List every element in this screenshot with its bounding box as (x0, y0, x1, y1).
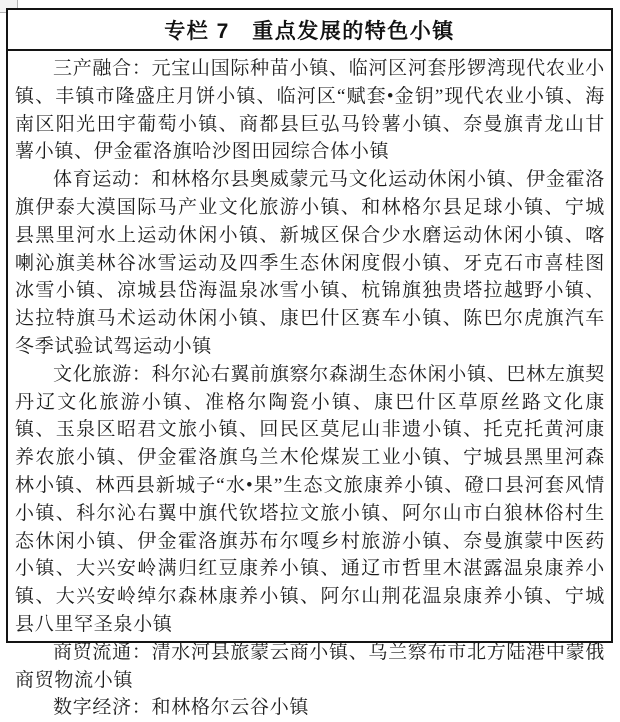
paragraph-sports: 体育运动：和林格尔县奥威蒙元马文化运动休闲小镇、伊金霍洛旗伊泰大漠国际马产业文化旅游小镇、和林格尔县足球小镇、宁城县黑里河水上运动休闲小镇、新城区保合少水磨运动休闲小镇、喀喇沁旗美林谷冰雪运动及四季生态休闲度假小镇、牙克石市喜桂图冰雪小镇、凉城县岱海温泉冰雪小镇、杭锦旗独贵塔拉越野小镇、达拉特旗马术运动休闲小镇、康巴什区赛车小镇、陈巴尔虎旗汽车冬季试验试驾运动小镇 (15, 169, 605, 357)
paragraph-commerce-logistics: 商贸流通：清水河县旅蒙云商小镇、乌兰察布市北方陆港中蒙俄商贸物流小镇 (15, 641, 605, 691)
paragraph-industry-integration: 三产融合：元宝山国际种苗小镇、临河区河套彤锣湾现代农业小镇、丰镇市隆盛庄月饼小镇、临河区“赋套•金钥”现代农业小镇、海南区阳光田宇葡萄小镇、商都县巨弘马铃薯小镇、奈曼旗青龙山甘薯小镇、伊金霍洛旗哈沙图田园综合体小镇 (15, 58, 605, 163)
box-body (8, 51, 611, 722)
paragraph-digital-economy: 数字经济：和林格尔云谷小镇 (53, 697, 310, 719)
featured-towns-callout-box (6, 8, 613, 719)
box-title: 专栏 7 重点发展的特色小镇 (8, 10, 611, 51)
paragraph-culture-tourism: 文化旅游：科尔沁右翼前旗察尔森湖生态休闲小镇、巴林左旗契丹辽文化旅游小镇、准格尔陶瓷小镇、康巴什区草原丝路文化康镇、玉泉区昭君文旅小镇、回民区莫尼山非遗小镇、托克托黄河康养农旅小镇、伊金霍洛旗乌兰木伦煤炭工业小镇、宁城县黑里河森林小镇、林西县新城子“水•果”生态文旅康养小镇、磴口县河套风情小镇、科尔沁右翼中旗代钦塔拉文旅小镇、阿尔山市白狼林俗村生态休闲小镇、伊金霍洛旗苏布尔嘎乡村旅游小镇、奈曼旗蒙中医药小镇、大兴安岭满归红豆康养小镇、通辽市哲里木湛露温泉康养小镇、大兴安岭绰尔森林康养小镇、阿尔山荆花温泉康养小镇、宁城县八里罕圣泉小镇 (15, 363, 605, 635)
